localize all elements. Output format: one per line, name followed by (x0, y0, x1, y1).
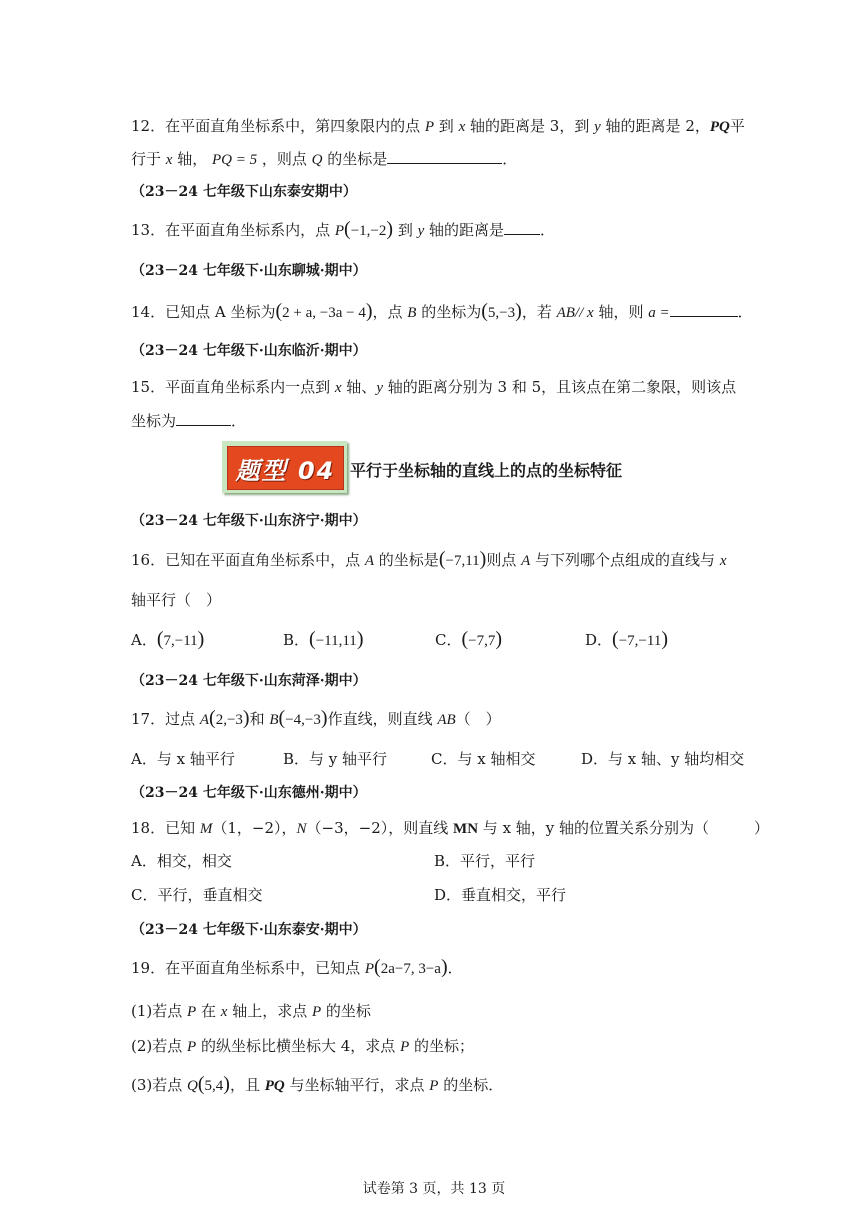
text: 轴， (172, 150, 212, 168)
page-footer: 试卷第 3 页，共 13 页 (362, 1181, 506, 1197)
var-x: x (220, 1004, 228, 1020)
text: 轴的距离是 2， (600, 117, 710, 135)
paren-open: ( (374, 956, 381, 978)
text: 17．过点 (131, 710, 200, 728)
paren-open: ( (156, 628, 164, 650)
var-pq: PQ (709, 119, 730, 135)
q13-line (131, 219, 555, 241)
text: ． (737, 303, 753, 321)
coordinate: −7,11 (445, 553, 480, 569)
paren-close: ) (661, 628, 668, 650)
section-title: 平行于坐标轴的直线上的点的坐标特征 (350, 461, 623, 480)
paren-open: ( (278, 707, 286, 729)
var-mn: MN (453, 821, 479, 837)
var-y: y (376, 380, 383, 396)
paren-close: ) (495, 628, 503, 650)
equation-pq: PQ = 5 (212, 152, 258, 168)
q18-line (131, 818, 769, 839)
q12-line-2 (131, 148, 517, 170)
q19-part-3 (131, 1074, 503, 1096)
text: 和 (249, 710, 270, 728)
text: 与下列哪个点组成的直线与 (530, 551, 720, 569)
q14-line (131, 301, 753, 323)
coordinate-a: 2,−3 (215, 712, 243, 728)
paren-open: ( (461, 628, 469, 650)
q17-option-c[interactable]: C．与 x 轴相交 (431, 750, 536, 768)
section-badge (222, 441, 347, 493)
text: 与 x 轴，y 轴的位置关系分别为（ ） (478, 819, 770, 837)
text: 的坐标； (409, 1037, 475, 1055)
text: 的纵坐标比横坐标大 4，求点 (196, 1037, 401, 1055)
text: ． (540, 221, 556, 239)
option-label: C． (435, 631, 462, 649)
q15-line-2 (131, 410, 246, 431)
text: 轴，则 (593, 303, 649, 321)
text: 轴的距离分别为 3 和 5，且该点在第二象限，则该点 (382, 378, 737, 396)
var-b: B (407, 305, 417, 321)
text: (2)若点 (131, 1037, 188, 1055)
var-p: P (187, 1004, 197, 1020)
text: 的坐标是 (374, 551, 439, 569)
paren-open: ( (309, 628, 316, 650)
q14-source: （23－24 七年级下·山东临沂·期中） (131, 343, 367, 359)
option-label: A． (131, 631, 157, 649)
text: ，若 (521, 303, 557, 321)
option-value: 7,−11 (163, 633, 198, 649)
q19-part-1 (131, 1001, 371, 1022)
text: 与坐标轴平行，求点 (284, 1076, 430, 1094)
text: 轴、 (341, 378, 377, 396)
option-value: −11,11 (315, 633, 357, 649)
q16-source: （23－24 七年级下·山东菏泽·期中） (131, 673, 367, 689)
q17-option-b[interactable]: B．与 y 轴平行 (283, 750, 388, 768)
var-x: x (334, 380, 342, 396)
var-b: B (269, 712, 279, 728)
var-y: y (594, 119, 601, 135)
q19-part-2 (131, 1036, 474, 1057)
var-n: N (296, 821, 307, 837)
answer-blank[interactable] (670, 301, 738, 317)
text: （−3，−2），则直线 (306, 819, 454, 837)
text: 15．平面直角坐标系内一点到 (131, 378, 335, 396)
option-label: D． (585, 631, 613, 649)
text: 轴上，求点 (227, 1002, 312, 1020)
q16-line-2: 轴平行（ ） (131, 591, 222, 609)
var-m: M (199, 821, 213, 837)
var-y: y (417, 223, 425, 239)
text: 坐标为 (131, 412, 177, 430)
text: 12．在平面直角坐标系中，第四象限内的点 (131, 117, 425, 135)
text: (1)若点 (131, 1002, 188, 1020)
q15-line-1 (131, 377, 736, 398)
text: ． (502, 150, 518, 168)
answer-blank[interactable] (504, 219, 540, 235)
q16-option-c[interactable] (435, 629, 502, 651)
q17-source: （23－24 七年级下·山东德州·期中） (131, 785, 367, 801)
text: 18．已知 (131, 819, 200, 837)
var-a-eq: a = (648, 305, 670, 321)
var-q: Q (187, 1078, 198, 1094)
option-label: B． (283, 631, 310, 649)
text: 在 (196, 1002, 221, 1020)
paren-close: ) (320, 707, 328, 729)
option-value: −7,7 (468, 633, 496, 649)
paren-open: ( (438, 548, 446, 570)
paren-close: ) (365, 300, 373, 322)
paren-open: ( (344, 218, 351, 240)
text: 的坐标 (321, 1002, 371, 1020)
paren-open: ( (197, 1073, 205, 1095)
option-value: −7,−11 (618, 633, 662, 649)
q17-option-a[interactable]: A．与 x 轴平行 (131, 750, 235, 768)
var-p: P (334, 223, 345, 239)
text: ，且 (229, 1076, 265, 1094)
q18-option-a[interactable]: A．相交，相交 (131, 852, 232, 870)
paren-close: ) (223, 1073, 230, 1095)
coordinate-b: −4,−3 (285, 712, 321, 728)
q12-source: （23－24 七年级下山东泰安期中） (131, 184, 357, 200)
paren-close: ) (356, 628, 364, 650)
q18-option-c[interactable]: C．平行，垂直相交 (131, 886, 263, 904)
text: 16．已知在平面直角坐标系中，点 (131, 551, 365, 569)
text: 的坐标为 (416, 303, 482, 321)
text: ． (231, 412, 247, 430)
text: 的坐标． (438, 1076, 504, 1094)
coordinate: −1,−2 (350, 223, 387, 239)
q19-line (131, 957, 463, 979)
q18-option-b[interactable]: B．平行，平行 (434, 852, 536, 870)
text: 平 (729, 117, 745, 135)
answer-blank[interactable] (176, 410, 231, 426)
paren-close: ) (386, 218, 394, 240)
coordinate: 2a−7, 3−a (380, 961, 441, 977)
paren-close: ) (440, 956, 448, 978)
text: 则点 (486, 551, 522, 569)
paren-open: ( (612, 628, 619, 650)
text: ，点 (372, 303, 408, 321)
paren-close: ) (479, 548, 487, 570)
text: 14．已知点 A 坐标为 (131, 303, 276, 321)
var-pq: PQ (264, 1078, 285, 1094)
var-q: Q (311, 152, 323, 168)
q12-line-1 (131, 116, 745, 137)
q17-line (131, 708, 501, 730)
q16-option-b[interactable] (283, 629, 363, 651)
text: 到 (393, 221, 418, 239)
text: 轴的距离是 3，到 (465, 117, 595, 135)
paren-close: ) (242, 707, 250, 729)
text: 行于 (131, 150, 166, 168)
var-p: P (400, 1039, 410, 1055)
var-a: A (364, 553, 375, 569)
q16-option-a[interactable] (131, 629, 204, 651)
coordinate-b: 5,−3 (487, 305, 516, 321)
text: 轴的距离是 (424, 221, 505, 239)
q18-source: （23－24 七年级下·山东泰安·期中） (131, 922, 367, 938)
var-p: P (311, 1004, 322, 1020)
q16-line-1 (131, 549, 726, 571)
paren-open: ( (275, 300, 283, 322)
var-ab: AB (437, 712, 456, 728)
var-a: A (521, 553, 531, 569)
text: 到 (434, 117, 459, 135)
var-p: P (187, 1039, 197, 1055)
paren-close: ) (197, 628, 205, 650)
var-p: P (364, 961, 375, 977)
var-a: A (199, 712, 210, 728)
text: 19．在平面直角坐标系中，已知点 (131, 959, 365, 977)
coordinate-a: 2 + a, −3a − 4 (282, 305, 366, 321)
text: ，则点 (257, 150, 312, 168)
answer-blank[interactable] (387, 148, 502, 164)
text: 13．在平面直角坐标系内，点 (131, 221, 335, 239)
var-x: x (165, 152, 173, 168)
q16-option-d[interactable] (585, 629, 668, 651)
q18-option-d[interactable]: D．垂直相交，平行 (434, 886, 567, 904)
text: （1，−2）， (212, 819, 297, 837)
parallel-expr: AB// x (556, 305, 594, 321)
q16-source-before: （23－24 七年级下·山东济宁·期中） (131, 513, 367, 529)
text: 的坐标是 (322, 150, 388, 168)
var-p: P (429, 1078, 439, 1094)
q13-source: （23－24 七年级下·山东聊城·期中） (131, 263, 367, 279)
paren-open: ( (209, 707, 216, 729)
section-badge-label: 题型 04 (227, 446, 344, 490)
paren-close: ) (515, 300, 522, 322)
text: (3)若点 (131, 1076, 188, 1094)
text: ． (447, 959, 463, 977)
var-p: P (424, 119, 435, 135)
text: （ ） (455, 710, 501, 728)
q17-option-d[interactable]: D．与 x 轴、y 轴均相交 (581, 750, 745, 768)
var-x: x (458, 119, 466, 135)
paren-open: ( (481, 300, 488, 322)
text: 作直线，则直线 (327, 710, 438, 728)
coordinate: 5,4 (204, 1078, 224, 1094)
var-x: x (719, 553, 727, 569)
